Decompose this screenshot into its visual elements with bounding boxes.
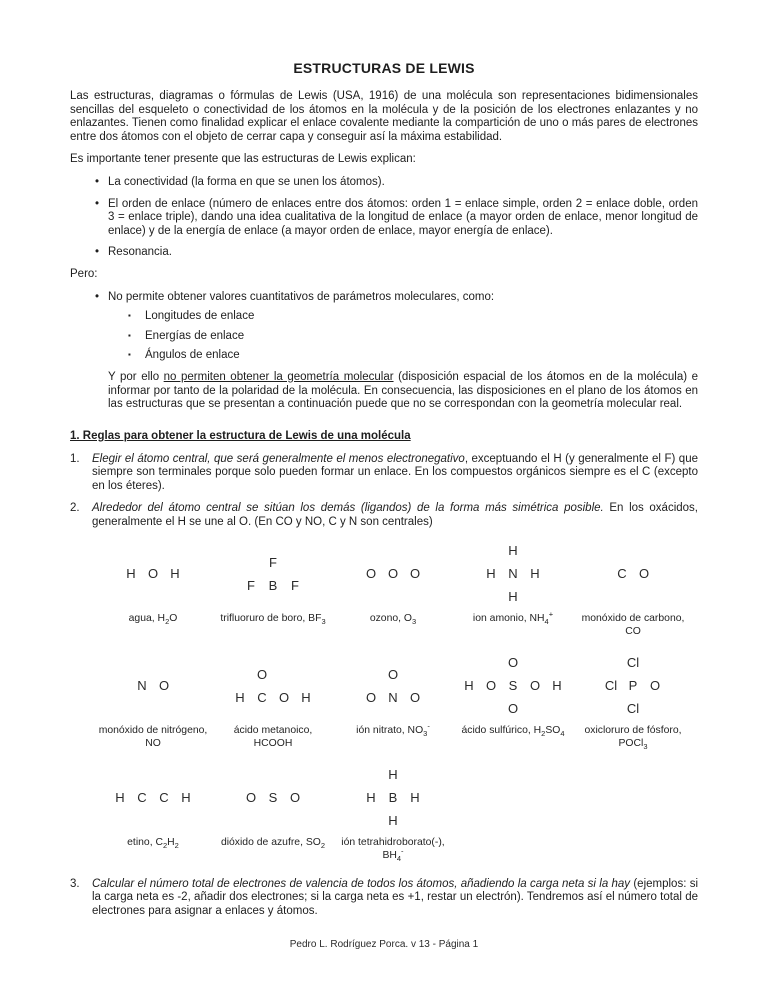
atom-symbol: O <box>158 678 170 694</box>
rule-text <box>92 502 698 528</box>
atom-symbol: O <box>649 678 661 694</box>
text-segment: Elegir el átomo central, que será generalmente el menos electronegativo <box>92 452 465 465</box>
atom-symbol: Cl <box>626 655 640 671</box>
bullet-text: Resonancia. <box>108 246 172 259</box>
atom-spacer <box>524 585 546 608</box>
rule-number: 2. <box>70 502 80 515</box>
text-segment: Alrededor del átomo central se sitúan los demás (ligandos) de la forma más simétrica posible. <box>92 502 604 515</box>
text-segment: 2 <box>320 840 326 850</box>
atom-symbol: H <box>388 767 398 783</box>
atom-symbol: C <box>159 790 169 806</box>
atom-symbol: H <box>410 790 420 806</box>
atom-spacer <box>295 663 317 686</box>
atom-diagram <box>213 651 333 721</box>
text-segment: ion amonio, NH <box>472 612 545 624</box>
atom-line <box>573 562 693 585</box>
atom-spacer <box>546 651 568 674</box>
text-segment: HCOOH <box>253 737 293 749</box>
atom-symbol: N <box>388 689 398 705</box>
text-segment: 3 <box>643 741 648 751</box>
text-segment: trifluoruro de boro, BF <box>220 612 322 624</box>
atom-symbol: H <box>126 566 136 582</box>
bullet-item <box>70 291 698 363</box>
atom-symbol: H <box>301 689 311 705</box>
atom-line <box>333 763 453 786</box>
text-segment: En los oxácidos, generalmente el H se une al O. (En CO y NO, C y N son centrales) <box>92 502 698 529</box>
atom-symbol: H <box>181 790 191 806</box>
atom-symbol: O <box>387 666 399 682</box>
atom-line <box>453 562 573 585</box>
text-segment: ácido sulfúrico, H <box>461 724 542 736</box>
text-segment: SO <box>545 724 561 736</box>
text-segment: POCl <box>618 737 644 749</box>
text-segment: ozono, O <box>369 612 412 624</box>
atom-symbol: F <box>269 554 277 570</box>
atom-symbol: H <box>486 566 496 582</box>
text-segment: monóxido de nitrógeno, <box>98 724 208 736</box>
atom-diagram <box>93 763 213 833</box>
atom-line <box>573 674 693 697</box>
intro-paragraph: Las estructuras, diagramas o fórmulas de Lewis (USA, 1916) de una molécula son representaciones bidimensionales sencillas del esqueleto o conectividad de los átomos en la molécula y de la posición de los electrones enlazantes y no enlazantes. Tienen como finalidad explicar el enlace covalente mediante la compartición de uno o más pares de electrones entre dos átomos con el objeto de cerrar capa y conseguir así la máxima estabilidad. <box>70 90 698 143</box>
explain-bullet-list <box>70 176 698 260</box>
text-segment: (disposición espacial de los átomos en de la molécula) e informar por tanto de la polaridad de la molécula. En consecuencia, las disposiciones en el plano de los átomos en las estructuras que se presentan a continuación puede que no se correspondan con la geometría molecular real. <box>108 370 698 411</box>
atom-symbol: H <box>464 678 474 694</box>
atom-symbol: H <box>552 678 562 694</box>
atom-symbol: S <box>268 790 278 806</box>
square-bullet-icon: ▪ <box>128 330 131 340</box>
bullet-item <box>70 176 698 190</box>
text-segment: Calcular el número total de electrones de valencia de todos los átomos, añadiendo la carga neta si la hay <box>92 877 631 890</box>
molecule-row <box>93 763 698 862</box>
pero-label: Pero: <box>70 267 98 280</box>
atom-line <box>213 786 333 809</box>
molecule-label <box>293 836 493 862</box>
atom-diagram <box>213 763 333 833</box>
text-segment: ión tetrahidroborato(-), <box>341 836 445 848</box>
text-segment: BH <box>382 849 397 861</box>
text-segment: , exceptuando el H (y generalmente el F) que siempre son terminales porque solo pueden formar un enlace. En los compuestos orgánicos siempre es el C (excepto en los éteres). <box>92 452 698 492</box>
square-bullet-icon: ▪ <box>128 350 131 360</box>
text-segment: ácido metanoico, <box>233 724 313 736</box>
atom-spacer <box>480 651 502 674</box>
atom-symbol: P <box>628 678 638 694</box>
atom-spacer <box>600 697 622 720</box>
atom-line <box>333 686 453 709</box>
text-segment: 2 <box>162 840 168 850</box>
atom-symbol: N <box>508 566 518 582</box>
atom-spacer <box>524 539 546 562</box>
atom-symbol: O <box>278 689 290 705</box>
bullet-item <box>70 246 698 260</box>
atom-diagram <box>333 539 453 609</box>
text-segment: dióxido de azufre, SO <box>220 836 321 848</box>
atom-symbol: H <box>530 566 540 582</box>
atom-symbol: O <box>245 790 257 806</box>
atom-line <box>333 809 453 832</box>
atom-line <box>333 562 453 585</box>
molecule-label <box>533 612 733 638</box>
rule-text <box>92 453 698 492</box>
atom-symbol: H <box>366 790 376 806</box>
lewis-structure-examples <box>93 539 698 862</box>
atom-symbol: C <box>617 566 627 582</box>
disc-bullet-icon: • <box>95 197 100 210</box>
text-segment: 2 <box>165 616 170 626</box>
rule-number: 3. <box>70 877 80 890</box>
atom-spacer <box>404 809 426 832</box>
atom-diagram <box>333 763 453 833</box>
atom-spacer <box>644 651 666 674</box>
molecule-row <box>93 651 698 750</box>
sub-bullet-text: Longitudes de enlace <box>145 310 255 323</box>
text-segment: agua, H <box>128 612 166 624</box>
text-segment: - <box>427 721 430 731</box>
atom-symbol: O <box>409 566 421 582</box>
atom-diagram <box>333 651 453 721</box>
atom-symbol: O <box>365 566 377 582</box>
atom-symbol: Cl <box>626 701 640 717</box>
text-segment: 3 <box>412 616 417 626</box>
sub-bullet-item <box>108 310 698 324</box>
molecule-label <box>533 724 733 750</box>
atom-diagram <box>93 651 213 721</box>
atom-symbol: N <box>137 678 147 694</box>
atom-symbol: O <box>256 666 268 682</box>
atom-line <box>453 539 573 562</box>
text-segment: H <box>167 836 175 848</box>
section1-heading: 1. Reglas para obtener la estructura de Lewis de una molécula <box>70 429 411 442</box>
text-segment: NO <box>145 737 161 749</box>
atom-symbol: O <box>485 678 497 694</box>
atom-symbol: F <box>291 577 299 593</box>
atom-diagram <box>213 539 333 609</box>
text-segment: Y por ello <box>108 370 164 383</box>
atom-spacer <box>229 663 251 686</box>
molecule-label-line <box>293 846 493 863</box>
disc-bullet-icon: • <box>95 290 100 303</box>
rule-item-3 <box>70 878 698 919</box>
atom-line <box>453 585 573 608</box>
atom-spacer <box>480 585 502 608</box>
atom-symbol: Cl <box>604 678 618 694</box>
text-segment: monóxido de carbono, <box>581 612 685 624</box>
rule-text <box>92 878 698 917</box>
text-segment: CO <box>625 625 641 637</box>
atom-symbol: O <box>387 566 399 582</box>
molecule-ion-tetrahidroborato <box>333 763 453 862</box>
atom-spacer <box>458 651 480 674</box>
atom-diagram <box>93 539 213 609</box>
atom-symbol: H <box>508 589 518 605</box>
atom-symbol: O <box>638 566 650 582</box>
atom-line <box>573 697 693 720</box>
bullet-text: La conectividad (la forma en que se unen los átomos). <box>108 175 385 188</box>
atom-spacer <box>600 651 622 674</box>
text-segment: O <box>169 612 178 624</box>
atom-line <box>453 651 573 674</box>
atom-symbol: O <box>365 689 377 705</box>
atom-symbol: O <box>147 566 159 582</box>
atom-diagram <box>453 539 573 609</box>
atom-symbol: C <box>257 689 267 705</box>
molecule-monoxido-de-carbono <box>573 539 693 638</box>
text-segment: 4 <box>396 853 402 863</box>
atom-symbol: H <box>388 813 398 829</box>
sub-bullet-item <box>108 349 698 363</box>
limitations-sub-list <box>108 310 698 363</box>
atom-symbol: H <box>235 689 245 705</box>
atom-symbol: O <box>507 701 519 717</box>
text-segment: - <box>401 846 404 856</box>
text-segment: 4 <box>560 728 565 738</box>
page-footer: Pedro L. Rodríguez Porca. v 13 - Página 1 <box>289 939 479 951</box>
explain-lead: Es importante tener presente que las estructuras de Lewis explican: <box>70 153 416 166</box>
text-segment: 4 <box>544 616 549 626</box>
text-segment: oxicloruro de fósforo, <box>584 724 682 736</box>
molecule-label-line <box>533 625 733 638</box>
atom-line <box>333 786 453 809</box>
atom-line <box>453 697 573 720</box>
molecule-label-line <box>293 836 493 849</box>
atom-spacer <box>360 763 382 786</box>
molecule-row <box>93 539 698 638</box>
atom-spacer <box>273 663 295 686</box>
square-bullet-icon: ▪ <box>128 311 131 321</box>
atom-symbol: O <box>507 655 519 671</box>
consequence-paragraph <box>108 371 698 412</box>
atom-line <box>453 674 573 697</box>
atom-symbol: O <box>289 790 301 806</box>
atom-line <box>93 786 213 809</box>
bullet-text: El orden de enlace (número de enlaces entre dos átomos: orden 1 = enlace simple, orden 2 = enlace doble, orden 3 = enlace triple), dando una idea cualitativa de la longitud de enlace (a mayor orden de enlace, menor longitud de enlace) y de la energía de enlace (a mayor orden de enlace, mayor energía de enlace). <box>108 197 698 237</box>
atom-line <box>213 551 333 574</box>
text-segment: 2 <box>174 840 179 850</box>
rule-item-2 <box>70 502 698 529</box>
atom-diagram <box>573 539 693 609</box>
disc-bullet-icon: • <box>95 175 100 188</box>
atom-symbol: B <box>268 577 278 593</box>
atom-spacer <box>458 697 480 720</box>
atom-symbol: C <box>137 790 147 806</box>
rule-number: 1. <box>70 452 80 465</box>
atom-line <box>213 574 333 597</box>
text-segment: + <box>548 609 554 619</box>
limitations-bullet-list <box>70 291 698 363</box>
atom-spacer <box>240 551 262 574</box>
atom-spacer <box>480 539 502 562</box>
atom-symbol: H <box>170 566 180 582</box>
molecule-label-line <box>533 724 733 737</box>
atom-spacer <box>644 697 666 720</box>
sub-bullet-text: Energías de enlace <box>145 329 245 342</box>
atom-line <box>333 663 453 686</box>
atom-symbol: H <box>115 790 125 806</box>
atom-line <box>213 686 333 709</box>
atom-spacer <box>360 663 382 686</box>
atom-spacer <box>404 763 426 786</box>
atom-line <box>573 651 693 674</box>
bullet-text: No permite obtener valores cuantitativos de parámetros moleculares, como: <box>108 290 495 303</box>
atom-line <box>93 562 213 585</box>
text-segment: etino, C <box>127 836 163 848</box>
atom-spacer <box>524 651 546 674</box>
atom-symbol: S <box>508 678 518 694</box>
text-segment: 2 <box>541 728 546 738</box>
text-segment: 3 <box>321 616 326 626</box>
atom-spacer <box>480 697 502 720</box>
bullet-item <box>70 198 698 239</box>
atom-line <box>213 663 333 686</box>
atom-spacer <box>524 697 546 720</box>
atom-spacer <box>360 809 382 832</box>
rule-item-1 <box>70 453 698 494</box>
atom-symbol: H <box>508 543 518 559</box>
molecule-oxicloruro-de-fosforo <box>573 651 693 750</box>
page-title: ESTRUCTURAS DE LEWIS <box>293 60 475 76</box>
molecule-label-line <box>533 612 733 625</box>
text-segment: 3 <box>423 728 428 738</box>
atom-diagram <box>573 651 693 721</box>
text-segment: ión nitrato, NO <box>356 724 424 736</box>
molecule-label-line <box>533 737 733 750</box>
sub-bullet-text: Ángulos de enlace <box>145 349 240 362</box>
atom-symbol: O <box>409 689 421 705</box>
disc-bullet-icon: • <box>95 246 100 259</box>
sub-bullet-item <box>108 330 698 344</box>
text-segment: no permiten obtener la geometría molecular <box>163 370 394 383</box>
text-segment: (ejemplos: si la carga neta es -2, añadir dos electrones; si la carga neta es +1, restar un electrón). Tendremos así el número total de electrones para asignar a enlaces y átomos. <box>92 877 698 917</box>
atom-diagram <box>453 651 573 721</box>
atom-line <box>93 674 213 697</box>
atom-spacer <box>546 697 568 720</box>
atom-spacer <box>284 551 306 574</box>
atom-symbol: F <box>247 577 255 593</box>
atom-spacer <box>404 663 426 686</box>
atom-symbol: B <box>388 790 398 806</box>
atom-symbol: O <box>529 678 541 694</box>
